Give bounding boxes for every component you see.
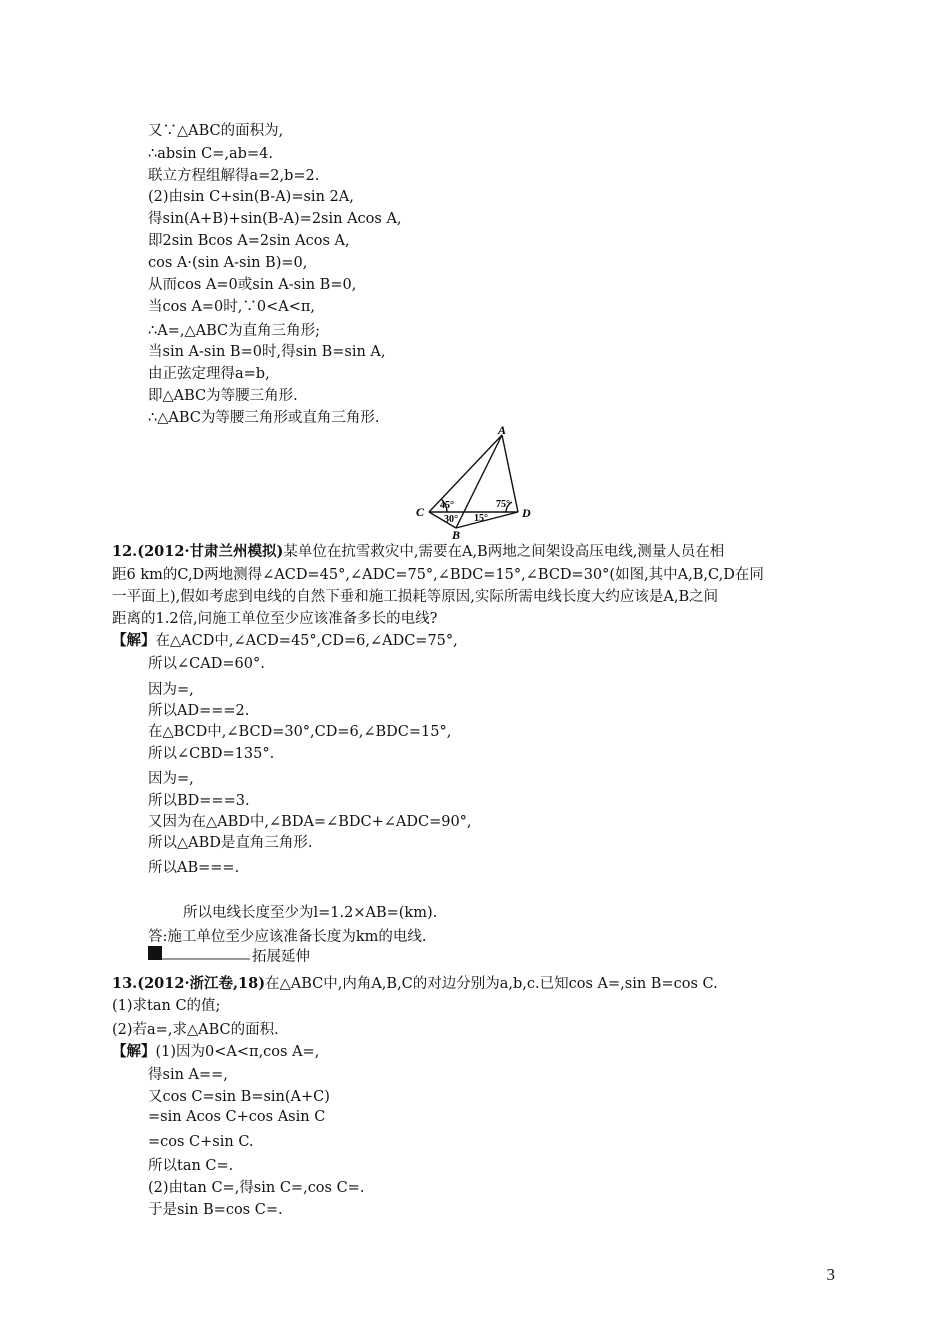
text-line: 在△BCD中,∠BCD=30°,CD=6,∠BDC=15°, <box>148 724 452 740</box>
text-line: 所以AB===. <box>148 860 240 876</box>
text-line: 又因为在△ABD中,∠BDA=∠BDC+∠ADC=90°, <box>148 814 472 830</box>
page-number: 3 <box>826 1265 835 1284</box>
text-line: 当cos A=0时,∵0<A<π, <box>148 299 315 315</box>
text-line: 联立方程组解得a=2,b=2. <box>148 168 320 184</box>
text-line: 距6 km的C,D两地测得∠ACD=45°,∠ADC=75°,∠BDC=15°,∠BCD=30°(如图,其中A,B,C,D在同 <box>112 567 764 583</box>
point-label-d: D <box>522 506 531 520</box>
angle-label-bdc: 15° <box>474 513 488 524</box>
text-line: 所以AD===2. <box>148 703 250 719</box>
point-label-a: A <box>498 423 507 437</box>
text-line: ∴absin C=,ab=4. <box>148 146 273 162</box>
text-line: 又cos C=sin B=sin(A+C) <box>148 1089 330 1105</box>
text-line: (1)求tan C的值; <box>112 998 221 1014</box>
text-line: 即△ABC为等腰三角形. <box>148 388 298 404</box>
text-line: 当sin A-sin B=0时,得sin B=sin A, <box>148 344 386 360</box>
answer-line: 答:施工单位至少应该准备长度为km的电线. <box>148 929 427 945</box>
angle-label-acd: 45° <box>440 500 454 511</box>
geometry-figure <box>410 422 545 540</box>
text-line: 距离的1.2倍,问施工单位至少应该准备多长的电线? <box>112 611 438 627</box>
solution-text: (1)因为0<A<π,cos A=, <box>155 1044 320 1060</box>
text-line: 因为=, <box>148 682 194 698</box>
text-line: (2)由tan C=,得sin C=,cos C=. <box>148 1180 365 1196</box>
text-line: (2)由sin C+sin(B-A)=sin 2A, <box>148 189 354 205</box>
point-label-c: C <box>416 505 425 519</box>
text-line: 所以∠CAD=60°. <box>148 656 265 672</box>
text-line: 所以△ABD是直角三角形. <box>148 835 313 851</box>
question-12-text: 某单位在抗雪救灾中,需要在A,B两地之间架设高压电线,测量人员在相 <box>283 544 725 560</box>
solution-13-first-line <box>112 1043 319 1061</box>
text-line: 得sin A==, <box>148 1067 228 1083</box>
text-line: 所以BD===3. <box>148 793 250 809</box>
angle-label-adc: 75° <box>496 499 510 510</box>
text-line: 所以电线长度至少为l=1.2×AB=(km). <box>183 905 438 921</box>
text-line: ∴△ABC为等腰三角形或直角三角形. <box>148 410 380 426</box>
text-line: 于是sin B=cos C=. <box>148 1202 283 1218</box>
section-title: 拓展延伸 <box>252 949 310 965</box>
angle-label-bcd: 30° <box>444 514 458 525</box>
solution-12-first-line <box>112 632 458 650</box>
text-line: =cos C+sin C. <box>148 1134 254 1150</box>
question-12-line <box>112 543 724 561</box>
question-13-text: 在△ABC中,内角A,B,C的对边分别为a,b,c.已知cos A=,sin B=cos C. <box>265 976 718 992</box>
text-line: 所以tan C=. <box>148 1158 234 1174</box>
text-line: 又∵△ABC的面积为, <box>148 123 284 139</box>
text-line: =sin Acos C+cos Asin C <box>148 1109 326 1125</box>
text-line: 因为=, <box>148 771 194 787</box>
solution-text: 在△ACD中,∠ACD=45°,CD=6,∠ADC=75°, <box>155 633 458 649</box>
text-line: 由正弦定理得a=b, <box>148 366 270 382</box>
text-line: cos A·(sin A-sin B)=0, <box>148 255 308 271</box>
question-13-line <box>112 975 718 993</box>
text-line: (2)若a=,求△ABC的面积. <box>112 1022 279 1038</box>
question-13-source: 13.(2012·浙江卷,18) <box>112 975 266 992</box>
solution-tag: 【解】 <box>112 632 156 649</box>
text-line: 所以∠CBD=135°. <box>148 746 275 762</box>
text-line: 即2sin Bcos A=2sin Acos A, <box>148 233 350 249</box>
text-line: ∴A=,△ABC为直角三角形; <box>148 323 320 339</box>
text-line: 从而cos A=0或sin A-sin B=0, <box>148 277 357 293</box>
point-label-b: B <box>452 528 461 540</box>
solution-tag: 【解】 <box>112 1043 156 1060</box>
section-marker <box>148 946 162 960</box>
text-line: 得sin(A+B)+sin(B-A)=2sin Acos A, <box>148 211 402 227</box>
text-line: 一平面上),假如考虑到电线的自然下垂和施工损耗等原因,实际所需电线长度大约应该是A,B之间 <box>112 589 719 605</box>
question-12-source: 12.(2012·甘肃兰州模拟) <box>112 543 284 560</box>
section-underline <box>162 958 250 960</box>
